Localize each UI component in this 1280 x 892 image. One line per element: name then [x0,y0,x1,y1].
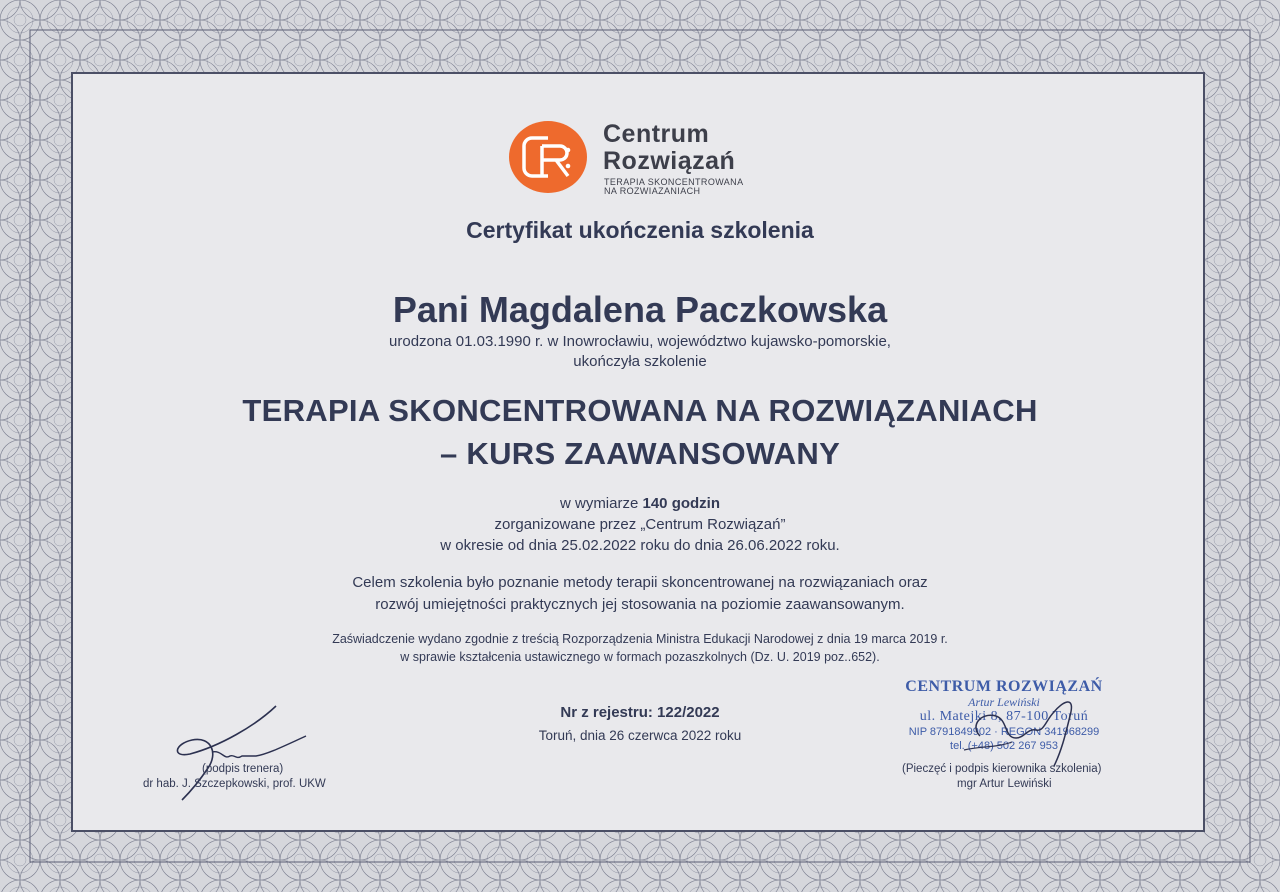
trainer-caption: (podpis trenera) [202,763,284,775]
stamp-line3: ul. Matejki 8, 87-100 Toruń [919,709,1089,724]
place-date: Toruń, dnia 26 czerwca 2022 roku [538,728,742,743]
goal-line2: rozwój umiejętności praktycznych jej stosowania na poziomie zaawansowanym. [375,596,905,613]
hours-line [140,495,1140,512]
stamp-line5: tel. (+48) 502 267 953 [950,740,1058,752]
stamp-line2: Artur Lewiński [968,695,1040,709]
stamp-line4: NIP 8791849902 · REGON 341968299 [908,726,1100,738]
recipient-name: Pani Magdalena Paczkowska [392,289,888,330]
legal-line1: Zaświadczenie wydano zgodnie z treścią Rozporządzenia Ministra Edukacji Narodowej z dnia 19 marca 2019 r. [332,632,948,646]
period-line: w okresie od dnia 25.02.2022 roku do dnia 26.06.2022 roku. [440,537,840,554]
stamp-line1: CENTRUM ROZWIĄZAŃ [905,678,1103,695]
course-title-line2: – KURS ZAAWANSOWANY [439,436,841,471]
organizer-line: zorganizowane przez „Centrum Rozwiązań” [494,516,786,533]
logo-tagline-line1: TERAPIA SKONCENTROWANA [604,177,744,187]
logo-name-line1: Centrum [603,120,710,148]
hours-value: 140 godzin [642,495,721,512]
director-name: mgr Artur Lewiński [957,778,1052,790]
hours-prefix: w wymiarze [559,495,643,512]
goal-line1: Celem szkolenia było poznanie metody terapii skoncentrowanej na rozwiązaniach oraz [352,574,928,591]
birth-line: urodzona 01.03.1990 r. w Inowrocławiu, województwo kujawsko-pomorskie, [389,333,891,350]
trainer-name: dr hab. J. Szczepkowski, prof. UKW [143,778,326,790]
logo-name-line2: Rozwiązań [603,147,736,175]
completed-line: ukończyła szkolenie [573,353,707,370]
logo [508,118,788,198]
certificate-title: Certyfikat ukończenia szkolenia [466,217,814,243]
director-signature [950,676,1090,776]
registry-number: Nr z rejestru: 122/2022 [560,704,720,721]
legal-line2: w sprawie kształcenia ustawicznego w formach pozaszkolnych (Dz. U. 2019 poz..652). [400,650,880,664]
director-caption: (Pieczęć i podpis kierownika szkolenia) [902,763,1102,775]
cr-monogram-icon [508,120,588,194]
course-title-line1: TERAPIA SKONCENTROWANA NA ROZWIĄZANIACH [242,393,1038,428]
logo-tagline-line2: NA ROZWIAZANIACH [604,186,701,196]
